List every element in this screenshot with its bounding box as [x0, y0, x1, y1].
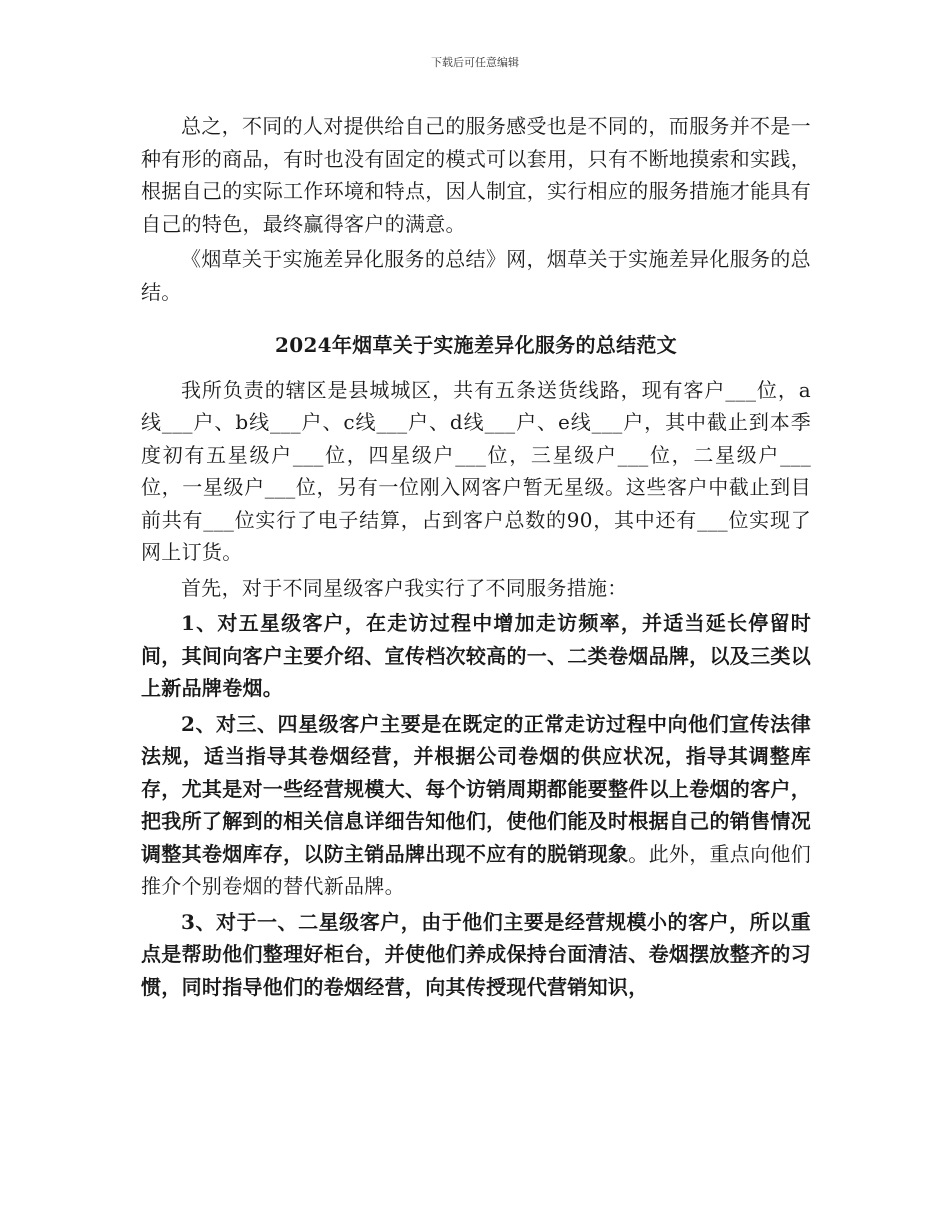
paragraph-one-two-star: 3、对于一、二星级客户，由于他们主要是经营规模小的客户，所以重点是帮助他们整理好柜台，并使他们养成保持台面清洁、卷烟摆放整齐的习惯，同时指导他们的卷烟经营，向其传授现代营销知识，	[141, 909, 811, 999]
paragraph-three-four-star-bold: 2、对三、四星级客户主要是在既定的正常走访过程中向他们宣传法律法规，适当指导其卷烟经营，并根据公司卷烟的供应状况，指导其调整库存，尤其是对一些经营规模大、每个访销周期都能要整件以上卷烟的客户，把我所了解到的相关信息详细告知他们，使他们能及时根据自己的销售情况调整其卷烟库存，以防主销品牌出现不应有的脱销现象	[141, 711, 811, 866]
paragraph-three-four-star	[141, 708, 811, 903]
paragraph-district-overview: 我所负责的辖区是县城城区，共有五条送货线路，现有客户___位，a线___户、b线___户、c线___户、d线___户、e线___户，其中截止到本季度初有五星级户___位，四星级户___位，三星级户___位，二星级户___位，一星级户___位，另有一位刚入网客户暂无星级。这些客户中截止到目前共有___位实行了电子结算，占到客户总数的90，其中还有___位实现了网上订货。	[141, 377, 811, 564]
paragraph-conclusion: 总之，不同的人对提供给自己的服务感受也是不同的，而服务并不是一种有形的商品，有时也没有固定的模式可以套用，只有不断地摸索和实践，根据自己的实际工作环境和特点，因人制宜，实行相应的服务措施才能具有自己的特色，最终赢得客户的满意。	[141, 114, 811, 236]
paragraph-source-note: 《烟草关于实施差异化服务的总结》网，烟草关于实施差异化服务的总结。	[141, 247, 811, 304]
paragraph-five-star: 1、对五星级客户，在走访过程中增加走访频率，并适当延长停留时间，其间向客户主要介绍、宣传档次较高的一、二类卷烟品牌，以及三类以上新品牌卷烟。	[141, 611, 811, 700]
paragraph-measures-intro: 首先，对于不同星级客户我实行了不同服务措施：	[181, 575, 628, 600]
document-body	[141, 110, 811, 1003]
paragraph-three-four-star-rest: 。此外，重点向他们推介个别卷烟的替代新品牌。	[141, 841, 812, 898]
document-title: 2024年烟草关于实施差异化服务的总结范文	[275, 333, 677, 357]
page-header: 下载后可任意编辑	[431, 56, 519, 69]
